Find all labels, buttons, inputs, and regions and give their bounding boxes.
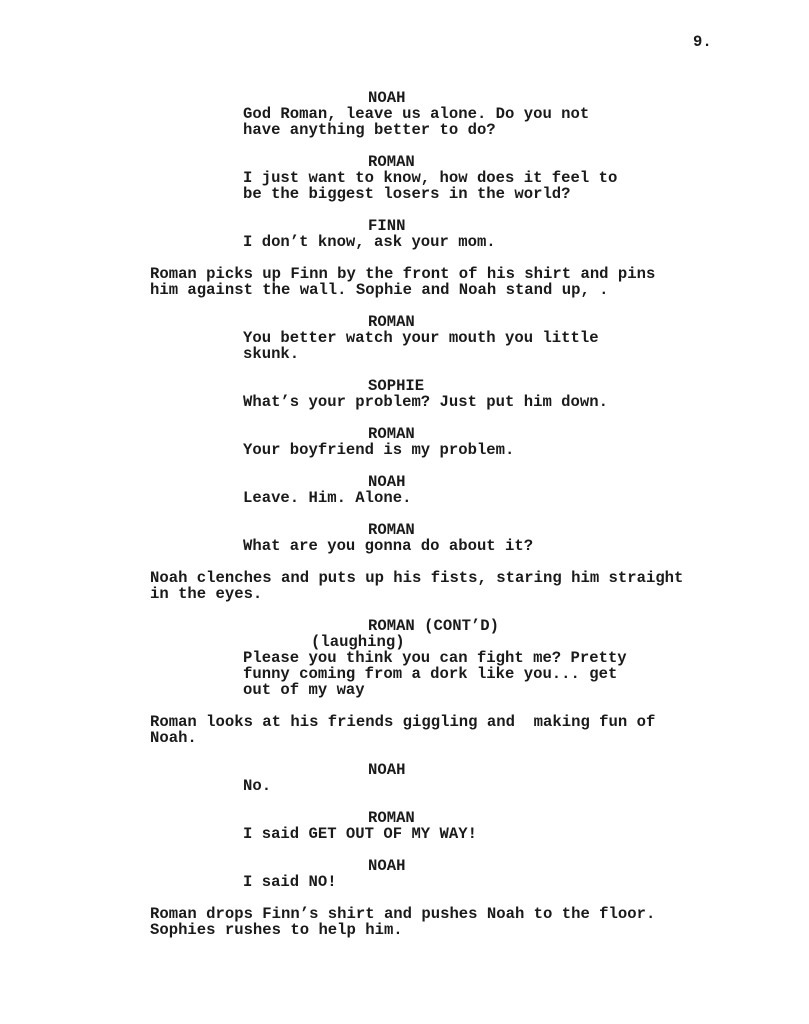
action-block bbox=[150, 906, 770, 938]
character-name: NOAH bbox=[368, 761, 406, 779]
dialogue-block bbox=[150, 314, 770, 362]
script-content bbox=[150, 90, 770, 938]
dialogue-line: Leave. Him. Alone. bbox=[243, 489, 412, 507]
dialogue-line: have anything better to do? bbox=[243, 121, 496, 139]
dialogue-line: You better watch your mouth you little bbox=[243, 329, 599, 347]
dialogue-block bbox=[150, 858, 770, 890]
dialogue-line: God Roman, leave us alone. Do you not bbox=[243, 105, 590, 123]
dialogue-line: What’s your problem? Just put him down. bbox=[243, 393, 608, 411]
dialogue-block bbox=[150, 218, 770, 250]
dialogue-line: I don’t know, ask your mom. bbox=[243, 233, 496, 251]
action-line: Noah. bbox=[150, 729, 197, 747]
dialogue-block bbox=[150, 618, 770, 698]
action-block bbox=[150, 266, 770, 298]
dialogue-block bbox=[150, 522, 770, 554]
dialogue-line: What are you gonna do about it? bbox=[243, 537, 534, 555]
dialogue-line: funny coming from a dork like you... get bbox=[243, 665, 618, 683]
character-name: ROMAN bbox=[368, 425, 415, 443]
character-name: NOAH bbox=[368, 857, 406, 875]
dialogue-block bbox=[150, 762, 770, 794]
character-name: ROMAN (CONT’D) bbox=[368, 617, 500, 635]
dialogue-line: Your boyfriend is my problem. bbox=[243, 441, 515, 459]
action-line: in the eyes. bbox=[150, 585, 263, 603]
action-line: Roman drops Finn’s shirt and pushes Noah to the floor. bbox=[150, 905, 656, 923]
dialogue-line: No. bbox=[243, 777, 272, 795]
action-line: him against the wall. Sophie and Noah stand up, . bbox=[150, 281, 609, 299]
dialogue-line: be the biggest losers in the world? bbox=[243, 185, 571, 203]
character-name: NOAH bbox=[368, 89, 406, 107]
dialogue-block bbox=[150, 474, 770, 506]
action-block bbox=[150, 714, 770, 746]
character-name: NOAH bbox=[368, 473, 406, 491]
character-name: SOPHIE bbox=[368, 377, 425, 395]
parenthetical: (laughing) bbox=[311, 633, 405, 651]
action-block bbox=[150, 570, 770, 602]
action-line: Noah clenches and puts up his fists, staring him straight bbox=[150, 569, 684, 587]
dialogue-line: out of my way bbox=[243, 681, 365, 699]
dialogue-block bbox=[150, 378, 770, 410]
character-name: ROMAN bbox=[368, 809, 415, 827]
dialogue-line: I said NO! bbox=[243, 873, 337, 891]
dialogue-block bbox=[150, 90, 770, 138]
character-name: FINN bbox=[368, 217, 406, 235]
dialogue-line: Please you think you can fight me? Pretty bbox=[243, 649, 627, 667]
character-name: ROMAN bbox=[368, 313, 415, 331]
action-line: Roman looks at his friends giggling and making fun of bbox=[150, 713, 656, 731]
dialogue-line: I just want to know, how does it feel to bbox=[243, 169, 618, 187]
dialogue-line: I said GET OUT OF MY WAY! bbox=[243, 825, 477, 843]
action-line: Roman picks up Finn by the front of his shirt and pins bbox=[150, 265, 656, 283]
action-line: Sophies rushes to help him. bbox=[150, 921, 403, 939]
dialogue-line: skunk. bbox=[243, 345, 300, 363]
dialogue-block bbox=[150, 154, 770, 202]
page-number: 9. bbox=[693, 33, 712, 51]
dialogue-block bbox=[150, 810, 770, 842]
dialogue-block bbox=[150, 426, 770, 458]
character-name: ROMAN bbox=[368, 153, 415, 171]
character-name: ROMAN bbox=[368, 521, 415, 539]
